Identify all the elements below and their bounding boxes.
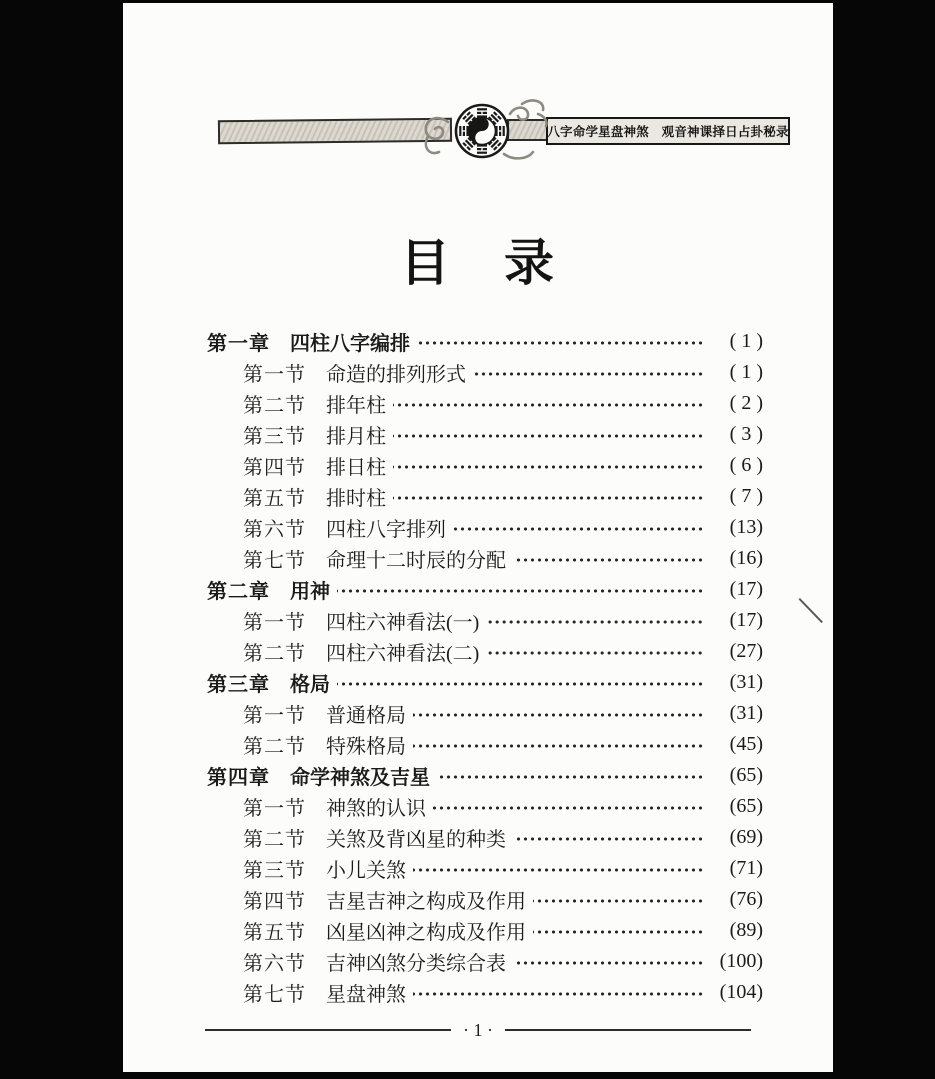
toc-entry-section xyxy=(207,636,763,667)
toc-entry-chapter xyxy=(207,326,763,357)
toc-entry-page: ( 1 ) xyxy=(729,330,763,352)
toc-entry-label: 第三章 xyxy=(207,674,270,696)
dot-leader xyxy=(393,496,704,500)
toc-list xyxy=(207,326,763,1008)
dot-leader xyxy=(486,620,704,624)
toc-entry-label: 第一节 xyxy=(243,612,306,634)
dot-leader xyxy=(413,713,704,717)
toc-entry-section xyxy=(207,791,763,822)
toc-entry-page: (31) xyxy=(729,702,763,724)
dot-leader xyxy=(533,930,704,934)
toc-entry-section xyxy=(207,512,763,543)
toc-entry-page: ( 6 ) xyxy=(729,454,763,476)
toc-entry-page: ( 3 ) xyxy=(729,423,763,445)
toc-entry-title: 凶星凶神之构成及作用 xyxy=(326,922,526,944)
page-title: 目 录 xyxy=(400,235,556,291)
page-footer xyxy=(205,1017,751,1043)
toc-entry-page: (17) xyxy=(729,578,763,600)
toc-entry-section xyxy=(207,977,763,1008)
toc-entry-section xyxy=(207,450,763,481)
dot-leader xyxy=(393,465,704,469)
dot-leader xyxy=(513,961,704,965)
toc-entry-section xyxy=(207,915,763,946)
toc-entry-label: 第二节 xyxy=(243,643,306,665)
toc-entry-label: 第七节 xyxy=(243,550,306,572)
toc-entry-label: 第三节 xyxy=(243,426,306,448)
toc-entry-title: 排时柱 xyxy=(326,488,386,510)
dot-leader xyxy=(337,682,704,686)
toc-entry-page: ( 2 ) xyxy=(729,392,763,414)
dot-leader xyxy=(473,372,704,376)
toc-entry-page: (13) xyxy=(729,516,763,538)
toc-entry-title: 用神 xyxy=(290,581,330,603)
toc-entry-title: 四柱六神看法(二) xyxy=(326,643,480,665)
book-title-box xyxy=(546,117,790,145)
toc-entry-label: 第七节 xyxy=(243,984,306,1006)
toc-entry-label: 第三节 xyxy=(243,860,306,882)
toc-entry-title: 排日柱 xyxy=(326,457,386,479)
toc-entry-page: (71) xyxy=(729,857,763,879)
page-number: · 1 · xyxy=(463,1019,493,1040)
toc-entry-title: 星盘神煞 xyxy=(326,984,406,1006)
toc-entry-label: 第四节 xyxy=(243,891,306,913)
toc-entry-page: (45) xyxy=(729,733,763,755)
dot-leader xyxy=(453,527,704,531)
toc-entry-label: 第一节 xyxy=(243,705,306,727)
toc-entry-title: 吉星吉神之构成及作用 xyxy=(326,891,526,913)
toc-entry-chapter xyxy=(207,667,763,698)
toc-entry-label: 第四章 xyxy=(207,767,270,789)
dot-leader xyxy=(513,837,704,841)
toc-entry-label: 第六节 xyxy=(243,953,306,975)
dot-leader xyxy=(513,558,704,562)
toc-entry-section xyxy=(207,357,763,388)
dot-leader xyxy=(417,341,704,345)
toc-entry-title: 关煞及背凶星的种类 xyxy=(326,829,506,851)
toc-entry-page: (65) xyxy=(729,764,763,786)
toc-entry-title: 吉神凶煞分类综合表 xyxy=(326,953,506,975)
toc-entry-page: (89) xyxy=(729,919,763,941)
toc-entry-page: (100) xyxy=(719,950,763,972)
toc-entry-label: 第一节 xyxy=(243,798,306,820)
toc-entry-page: (76) xyxy=(729,888,763,910)
toc-entry-section xyxy=(207,543,763,574)
dot-leader xyxy=(533,899,704,903)
toc-entry-page: ( 7 ) xyxy=(729,485,763,507)
dot-leader xyxy=(486,651,704,655)
toc-entry-page: (65) xyxy=(729,795,763,817)
toc-entry-page: (17) xyxy=(729,609,763,631)
header-banner xyxy=(218,106,796,166)
toc-entry-title: 神煞的认识 xyxy=(326,798,426,820)
toc-entry-section xyxy=(207,853,763,884)
toc-entry-title: 排月柱 xyxy=(326,426,386,448)
toc-entry-section xyxy=(207,481,763,512)
toc-entry-page: (31) xyxy=(729,671,763,693)
toc-entry-page: (104) xyxy=(719,981,763,1003)
toc-entry-label: 第一章 xyxy=(207,333,270,355)
dot-leader xyxy=(413,992,704,996)
toc-entry-title: 普通格局 xyxy=(326,705,406,727)
paper-page xyxy=(123,3,833,1072)
toc-entry-label: 第二章 xyxy=(207,581,270,603)
toc-entry-chapter xyxy=(207,574,763,605)
toc-entry-page: ( 1 ) xyxy=(729,361,763,383)
toc-entry-title: 四柱八字编排 xyxy=(290,333,410,355)
toc-entry-title: 四柱六神看法(一) xyxy=(326,612,480,634)
toc-entry-label: 第五节 xyxy=(243,488,306,510)
toc-entry-label: 第六节 xyxy=(243,519,306,541)
toc-entry-label: 第四节 xyxy=(243,457,306,479)
yin-yang-emblem-icon xyxy=(456,105,508,157)
toc-entry-title: 命学神煞及吉星 xyxy=(290,767,430,789)
toc-entry-label: 第二节 xyxy=(243,736,306,758)
dot-leader xyxy=(413,868,704,872)
toc-entry-section xyxy=(207,729,763,760)
toc-entry-label: 第五节 xyxy=(243,922,306,944)
toc-entry-section xyxy=(207,822,763,853)
dot-leader xyxy=(433,806,704,810)
toc-entry-title: 命理十二时辰的分配 xyxy=(326,550,506,572)
toc-entry-section xyxy=(207,884,763,915)
toc-entry-label: 第二节 xyxy=(243,829,306,851)
toc-entry-page: (69) xyxy=(729,826,763,848)
toc-entry-title: 小儿关煞 xyxy=(326,860,406,882)
toc-entry-title: 命造的排列形式 xyxy=(326,364,466,386)
toc-entry-section xyxy=(207,388,763,419)
scratch-mark xyxy=(799,598,823,623)
toc-entry-title: 四柱八字排列 xyxy=(326,519,446,541)
toc-entry-label: 第一节 xyxy=(243,364,306,386)
dot-leader xyxy=(393,403,704,407)
dot-leader xyxy=(337,589,704,593)
toc-entry-title: 格局 xyxy=(290,674,330,696)
toc-entry-page: (16) xyxy=(729,547,763,569)
toc-entry-title: 排年柱 xyxy=(326,395,386,417)
dot-leader xyxy=(437,775,704,779)
dot-leader xyxy=(393,434,704,438)
toc-entry-section xyxy=(207,946,763,977)
footer-rule-right xyxy=(505,1029,751,1031)
footer-rule-left xyxy=(205,1029,451,1031)
toc-entry-label: 第二节 xyxy=(243,395,306,417)
dot-leader xyxy=(413,744,704,748)
book-title-text: 八字命学星盘神煞 观音神课择日占卦秘录 xyxy=(547,125,789,139)
toc-entry-section xyxy=(207,605,763,636)
taiji-bagua-icon xyxy=(414,92,554,168)
toc-entry-section xyxy=(207,698,763,729)
toc-entry-page: (27) xyxy=(729,640,763,662)
toc-entry-section xyxy=(207,419,763,450)
toc-entry-title: 特殊格局 xyxy=(326,736,406,758)
toc-entry-chapter xyxy=(207,760,763,791)
